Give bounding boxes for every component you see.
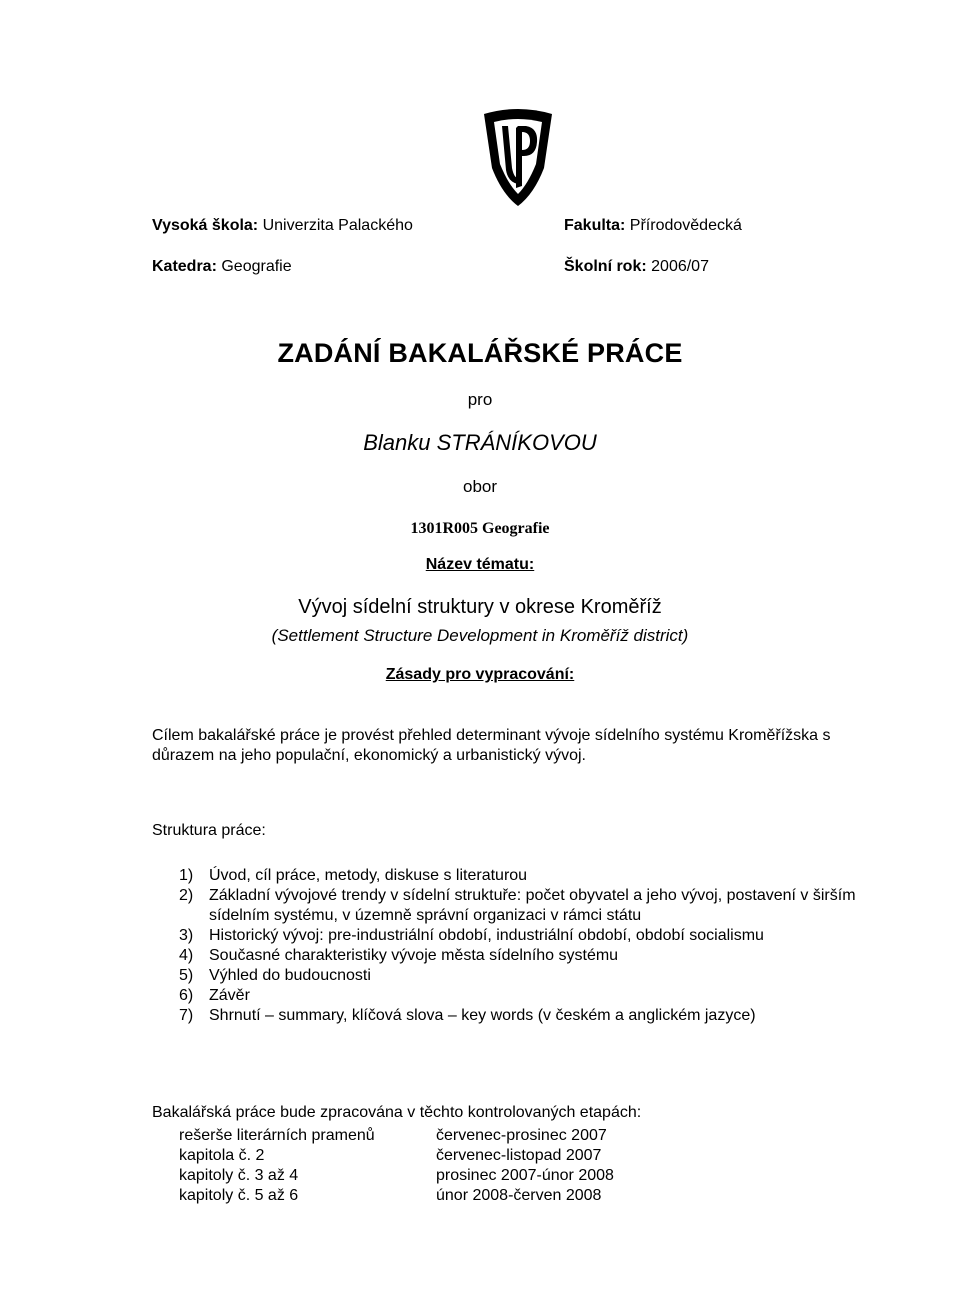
year-value: 2006/07 bbox=[651, 258, 709, 275]
list-item-text: Závěr bbox=[209, 987, 250, 1004]
faculty-value: Přírodovědecká bbox=[629, 217, 742, 234]
stage-period: červenec-prosinec 2007 bbox=[436, 1127, 607, 1144]
student-name: Blanku STRÁNÍKOVOU bbox=[363, 430, 597, 455]
rules-label: Zásady pro vypracování: bbox=[385, 666, 575, 683]
list-item-text: Shrnutí – summary, klíčová slova – key words (v českém a anglickém jazyce) bbox=[209, 1007, 756, 1024]
table-row bbox=[179, 1166, 614, 1186]
structure-label: Struktura práce: bbox=[152, 822, 266, 839]
year-label: Školní rok: bbox=[564, 258, 647, 275]
stage-name: kapitola č. 2 bbox=[179, 1147, 265, 1164]
department-line bbox=[152, 258, 292, 276]
table-row bbox=[179, 1186, 614, 1206]
list-item-number: 4) bbox=[179, 947, 194, 964]
topic-label: Název tématu: bbox=[425, 556, 535, 573]
document-title: ZADÁNÍ BAKALÁŘSKÉ PRÁCE bbox=[277, 338, 683, 368]
goal-paragraph: Cílem bakalářské práce je provést přehled determinant vývoje sídelního systému Kroměřížska s důrazem na jeho populační, ekonomický a urbanistický vývoj. bbox=[152, 727, 831, 764]
school-label: Vysoká škola: bbox=[152, 217, 259, 234]
department-value: Geografie bbox=[221, 258, 292, 275]
list-item-text: Základní vývojové trendy v sídelní struktuře: počet obyvatel a jeho vývoj, postavení v širším sídelním systému, v územně správní organizaci v rámci státu bbox=[209, 887, 856, 924]
stages-label: Bakalářská práce bude zpracována v těchto kontrolovaných etapách: bbox=[152, 1104, 642, 1121]
school-value: Univerzita Palackého bbox=[262, 217, 413, 234]
list-item bbox=[179, 966, 879, 986]
list-item bbox=[179, 886, 879, 926]
topic-czech: Vývoj sídelní struktury v okrese Kroměříž bbox=[298, 596, 662, 618]
obor-value: 1301R005 Geografie bbox=[410, 520, 550, 537]
table-row bbox=[179, 1126, 614, 1146]
list-item-number: 7) bbox=[179, 1007, 194, 1024]
list-item-text: Současné charakteristiky vývoje města sídelního systému bbox=[209, 947, 619, 964]
faculty-label: Fakulta: bbox=[564, 217, 626, 234]
year-line bbox=[564, 258, 709, 276]
stage-name: kapitoly č. 5 až 6 bbox=[179, 1187, 299, 1204]
university-logo bbox=[482, 108, 554, 208]
list-item-number: 5) bbox=[179, 967, 194, 984]
topic-english: (Settlement Structure Development in Kroměříž district) bbox=[271, 626, 689, 645]
list-item-text: Historický vývoj: pre-industriální období, industriální období, období socialismu bbox=[209, 927, 764, 944]
list-item bbox=[179, 986, 879, 1006]
list-item-number: 2) bbox=[179, 887, 194, 904]
structure-list bbox=[179, 866, 879, 1026]
list-item-text: Úvod, cíl práce, metody, diskuse s literaturou bbox=[209, 867, 528, 884]
list-item bbox=[179, 1006, 879, 1026]
list-item bbox=[179, 866, 879, 886]
list-item bbox=[179, 926, 879, 946]
list-item bbox=[179, 946, 879, 966]
list-item-text: Výhled do budoucnosti bbox=[209, 967, 371, 984]
department-label: Katedra: bbox=[152, 258, 217, 275]
table-row bbox=[179, 1146, 614, 1166]
stage-period: únor 2008-červen 2008 bbox=[436, 1187, 602, 1204]
stage-period: červenec-listopad 2007 bbox=[436, 1147, 602, 1164]
list-item-number: 1) bbox=[179, 867, 194, 884]
school-line bbox=[152, 217, 413, 235]
stages-table bbox=[179, 1126, 614, 1206]
stage-period: prosinec 2007-únor 2008 bbox=[436, 1167, 614, 1184]
stage-name: rešerše literárních pramenů bbox=[179, 1127, 375, 1144]
pro-label: pro bbox=[467, 390, 493, 409]
obor-label: obor bbox=[462, 477, 498, 496]
list-item-number: 6) bbox=[179, 987, 194, 1004]
list-item-number: 3) bbox=[179, 927, 194, 944]
stage-name: kapitoly č. 3 až 4 bbox=[179, 1167, 299, 1184]
faculty-line bbox=[564, 217, 742, 235]
shield-icon bbox=[482, 108, 554, 208]
